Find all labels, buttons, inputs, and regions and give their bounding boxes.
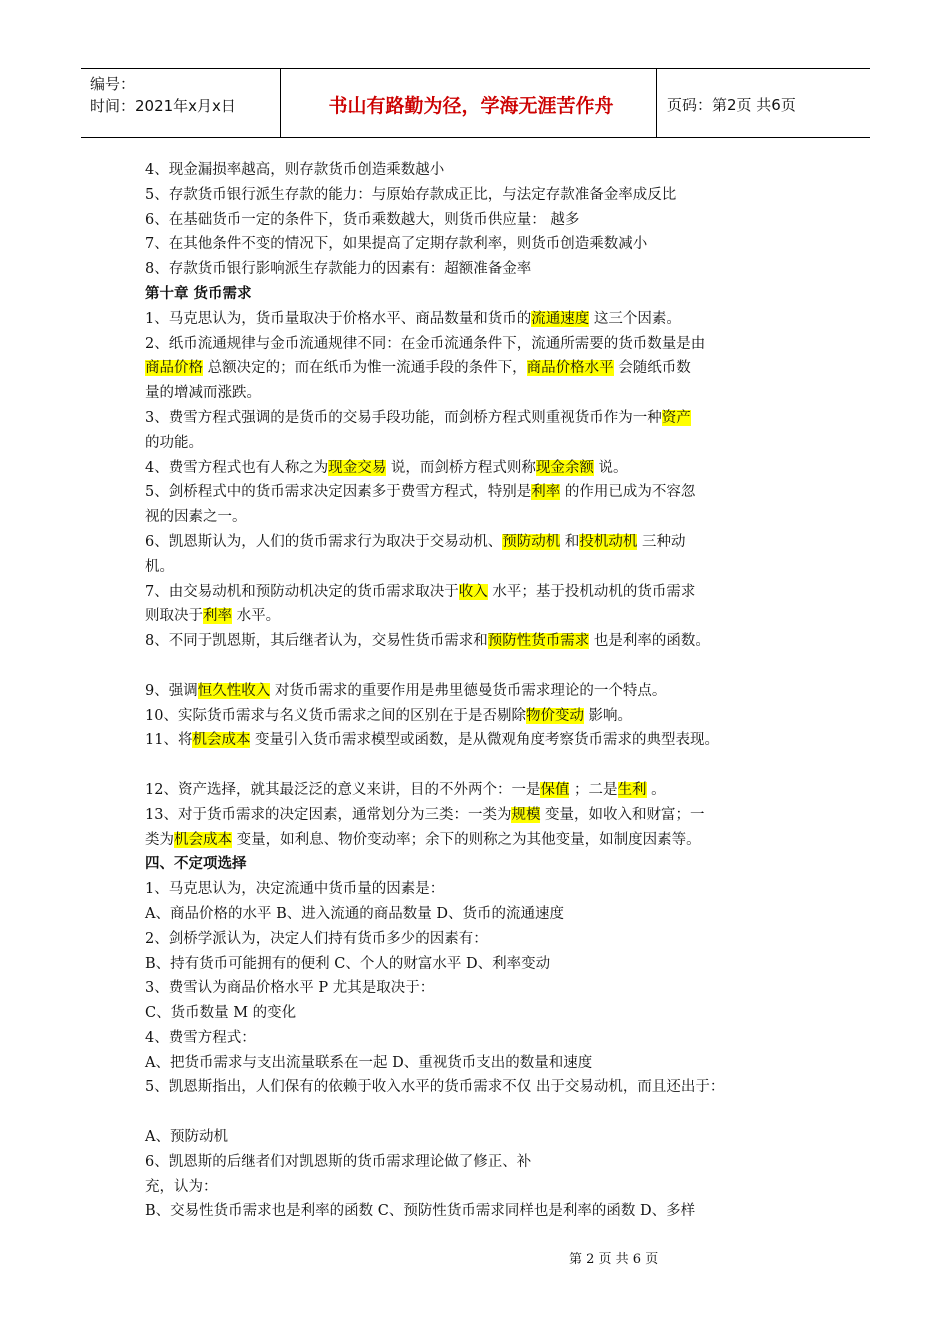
text-span: 。 [646,781,666,798]
text-line [145,679,825,704]
highlighted-answer: 投机动机 [579,533,638,550]
text-span: 水平；基于投机动机的货币需求 [487,583,696,600]
text-span: 3、费雪方程式强调的是货币的交易手段功能，而剑桥方程式则重视货币作为一种 [145,409,662,426]
question-line: 3、费雪认为商品价格水平 P 尤其是取决于： [145,980,435,997]
header-page-info: 页码：第2页 共6页 [667,96,796,114]
text-line [145,629,825,654]
text-line [145,480,825,505]
text-line: 7、在其他条件不变的情况下，如果提高了定期存款利率，则货币创造乘数减小 [145,236,648,253]
highlighted-answer: 流通速度 [531,310,590,327]
text-span: 11、将 [145,732,193,749]
page-footer: 第 2 页 共 6 页 [569,1252,659,1267]
document-time-label: 时间：2021年x月x日 [90,97,236,115]
text-span: 水平。 [232,608,281,625]
text-span: 6、凯恩斯认为，人们的货币需求行为取决于交易动机、 [145,533,503,550]
text-span: 影响。 [583,707,633,724]
text-span: 这三个因素。 [589,310,681,327]
highlighted-answer: 收入 [458,583,488,600]
text-span: 4、费雪方程式也有人称之为 [145,459,329,476]
text-line [145,778,825,803]
highlighted-answer: 机会成本 [192,732,251,749]
text-span: 变量，如利息、物价变动率；余下的则称之为其他变量，如制度因素等。 [232,831,701,848]
text-line: 机。 [145,558,174,575]
text-span: 5、剑桥程式中的货币需求决定因素多于费雪方程式，特别是 [145,484,532,501]
header-meta [90,73,236,117]
highlighted-answer: 利率 [531,484,561,501]
text-span: 变量，如收入和财富；一 [540,806,705,823]
blank-line [145,654,825,679]
question-line: 4、费雪方程式： [145,1029,256,1046]
page-header [81,68,870,138]
highlighted-answer: 预防动机 [502,533,561,550]
text-span: ；二是 [569,781,618,798]
text-span: 说，而剑桥方程式则称 [386,459,536,476]
question-line: 2、剑桥学派认为，决定人们持有货币多少的因素有： [145,930,488,947]
highlighted-answer: 恒久性收入 [197,682,271,699]
highlighted-answer: 生利 [617,781,647,798]
header-motto: 书山有路勤为径，学海无涯苦作舟 [328,95,614,117]
text-line: 8、存款货币银行影响派生存款能力的因素有：超额准备金率 [145,261,532,278]
text-line: 视的因素之一。 [145,509,247,526]
text-span: 也是利率的函数。 [589,633,710,650]
text-span: 和 [560,533,580,550]
text-span: 的作用已成为不容忽 [560,484,696,501]
highlighted-answer: 利率 [203,608,232,625]
text-line: 2、纸币流通规律与金币流通规律不同：在金币流通条件下，流通所需要的货币数量是由 [145,335,706,352]
text-span: 8、不同于凯恩斯，其后继者认为，交易性货币需求和 [145,633,488,650]
text-line [145,530,825,555]
answer-line: A、预防动机 [145,1129,228,1146]
answer-line: A、把货币需求与支出流量联系在一起 D、重视货币支出的数量和速度 [145,1054,593,1071]
question-line: 5、凯恩斯指出，人们保有的依赖于收入水平的货币需求不仅 出于交易动机，而且还出于： [145,1079,725,1096]
highlighted-answer: 保值 [540,781,570,798]
text-line [145,828,825,853]
text-span: 对货币需求的重要作用是弗里德曼货币需求理论的一个特点。 [270,682,667,699]
highlighted-answer: 现金交易 [328,459,387,476]
text-line: 4、现金漏损率越高，则存款货币创造乘数越小 [145,162,445,178]
highlighted-answer: 资产 [661,409,691,426]
highlighted-answer: 商品价格 [145,360,203,377]
document-number-label: 编号： [90,75,136,93]
text-line: 量的增减而涨跌。 [145,385,261,402]
highlighted-answer: 预防性货币需求 [487,633,590,650]
question-line: 6、凯恩斯的后继者们对凯恩斯的货币需求理论做了修正、补 [145,1153,532,1170]
text-span: 7、由交易动机和预防动机决定的货币需求取决于 [145,583,459,600]
text-span: 总额决定的；而在纸币为惟一流通手段的条件下， [203,360,527,377]
chapter-heading: 第十章 货币需求 [145,284,252,302]
text-line [145,406,825,431]
text-line [145,704,825,729]
blank-line [145,753,825,778]
answer-line: B、交易性货币需求也是利率的函数 C、预防性货币需求同样也是利率的函数 D、多样 [145,1203,696,1220]
text-line: 6、在基础货币一定的条件下，货币乘数越大，则货币供应量： 越多 [145,211,580,228]
text-span: 三种动 [637,533,686,550]
text-line [145,728,825,753]
blank-line [145,1100,825,1125]
text-span: 13、对于货币需求的决定因素，通常划分为三类：一类为 [145,806,512,823]
highlighted-answer: 商品价格水平 [526,360,614,377]
text-line: 5、存款货币银行派生存款的能力：与原始存款成正比，与法定存款准备金率成反比 [145,186,677,203]
text-span: 则取决于 [145,608,203,625]
text-span: 10、实际货币需求与名义货币需求之间的区别在于是否剔除 [145,707,526,724]
highlighted-answer: 机会成本 [174,831,232,848]
text-span: 说。 [593,459,628,476]
highlighted-answer: 现金余额 [535,459,594,476]
highlighted-answer: 规模 [511,806,541,823]
text-span: 1、马克思认为，货币量取决于价格水平、商品数量和货币的 [145,310,532,327]
text-line [145,580,825,605]
text-line [145,307,825,332]
highlighted-answer: 物价变动 [525,707,584,724]
text-line [145,803,825,828]
answer-line: A、商品价格的水平 B、进入流通的商品数量 D、货币的流通速度 [145,905,564,922]
text-line: 的功能。 [145,434,203,451]
text-line [145,456,825,481]
document-body [145,158,825,1224]
answer-line: B、持有货币可能拥有的便利 C、个人的财富水平 D、利率变动 [145,955,551,972]
header-divider-right [656,69,657,137]
header-divider-left [280,69,281,137]
text-span: 变量引入货币需求模型或函数，是从微观角度考察货币需求的典型表现。 [250,732,720,749]
text-span: 9、强调 [145,682,198,699]
text-line [145,356,825,381]
section-heading: 四、不定项选择 [145,855,247,873]
text-span: 类为 [145,831,174,848]
text-line [145,604,825,629]
question-line: 1、马克思认为，决定流通中货币量的因素是： [145,881,445,898]
answer-line: C、货币数量 M 的变化 [145,1005,297,1022]
text-span: 会随纸币数 [613,360,691,377]
text-span: 12、资产选择，就其最泛泛的意义来讲，目的不外两个：一是 [145,781,541,798]
question-line: 充，认为： [145,1178,218,1195]
